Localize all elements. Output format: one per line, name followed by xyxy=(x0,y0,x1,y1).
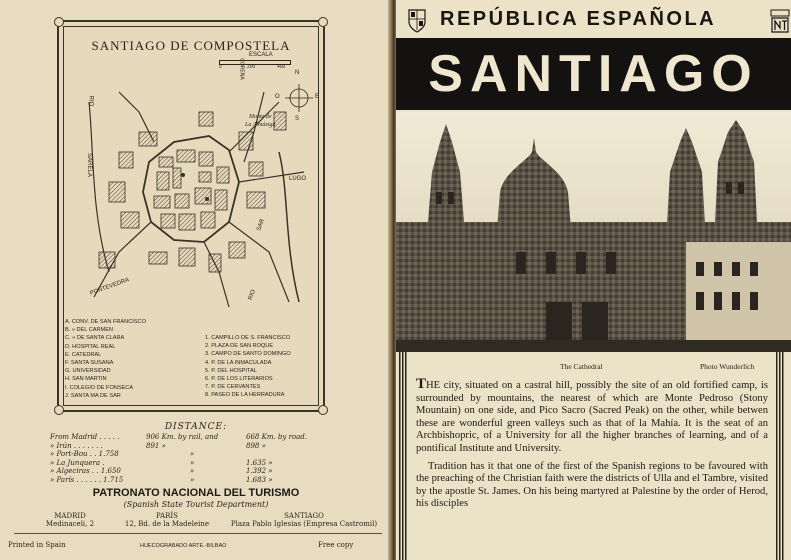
office-city: MADRID xyxy=(54,512,86,520)
legend-item: D. HOSPITAL REAL xyxy=(65,343,116,350)
legend-item: 1. CAMPILLO DE S. FRANCISCO xyxy=(205,335,291,341)
legend-item: J. SANTA MA DE SAR xyxy=(65,392,121,399)
distance-place: » Port-Bou . . 1.758 xyxy=(50,450,119,459)
paragraph-text: Tradition has it that one of the first of the Spanish regions to be favoured with the preaching of the Christian faith were the districts of Ulla and el Tambre, visited by the apostle St. James. On his being martyred at Palestine by the order of Herod, his disciples xyxy=(416,460,768,510)
legend-item: H. SAN MARTIN xyxy=(65,376,107,383)
legend-item: 8. PASEO DE LA HERRADURA xyxy=(205,392,285,399)
distance-row xyxy=(50,442,340,451)
map-label-rio: RIO xyxy=(87,95,94,107)
cathedral-photo xyxy=(396,112,791,352)
patronato-subtitle: (Spanish State Tourist Department) xyxy=(123,500,269,509)
map-label-sarela: SARELA xyxy=(85,153,92,177)
left-page xyxy=(0,0,392,560)
drop-cap: T xyxy=(416,376,427,392)
legend-item: I. COLEGIO DE FONSECA xyxy=(65,384,134,391)
office-santiago xyxy=(224,512,384,528)
office-address: 12, Bd. de la Madeleine xyxy=(124,520,210,528)
map-label-pontevedra: PONTEVEDRA xyxy=(89,277,131,297)
office-address: Medinaceli, 2 xyxy=(45,520,95,528)
distance-place: » Algeciras . . 1.650 xyxy=(50,467,121,476)
compass-w: O xyxy=(275,94,280,100)
distance-row xyxy=(50,467,340,476)
distance-road: 1.683 » xyxy=(246,475,273,484)
distance-place: » París . . . . . . 1.715 xyxy=(50,475,124,484)
distance-rail: 906 Km. by rail, and xyxy=(146,433,219,441)
patronato-name: PATRONATO NACIONAL DEL TURISMO xyxy=(92,487,300,499)
map-label-sar: SAR xyxy=(256,218,267,232)
paragraph xyxy=(416,378,768,456)
map-frame xyxy=(57,20,325,412)
distance-rail: » xyxy=(190,475,195,484)
legend-item: F. SANTA SUSANA xyxy=(65,360,114,367)
legend-item: 3. CAMPO DE SANTO DOMINGO xyxy=(205,351,291,358)
photo-caption: The Cathedral xyxy=(560,362,603,371)
map-label-monte: Monte de xyxy=(249,114,272,120)
distance-row xyxy=(50,450,340,459)
distance-road: 898 » xyxy=(246,441,266,450)
legend-item: B. » DEL CARMEN xyxy=(65,327,113,334)
legend-item: 4. P. DE LA INMACULADA xyxy=(205,359,272,366)
right-border-bars xyxy=(776,352,784,560)
city-street-map xyxy=(79,72,309,312)
distance-row xyxy=(50,459,340,468)
printed-in: Printed in Spain xyxy=(8,541,66,549)
turismo-emblem-icon xyxy=(768,8,791,34)
office-city: PARÍS xyxy=(156,512,178,520)
distance-rail: » xyxy=(190,458,195,467)
legend-item: E. CATEDRAL xyxy=(65,351,102,358)
compass-e: E xyxy=(315,94,320,100)
distance-row xyxy=(50,433,340,442)
legend-item: 7. P. DE CERVANTES xyxy=(205,384,261,391)
map-label-rio-bottom: RIO xyxy=(247,288,257,302)
office-city: SANTIAGO xyxy=(284,512,324,520)
republic-header: REPÚBLICA ESPAÑOLA xyxy=(440,8,717,30)
distance-rail: » xyxy=(190,467,195,476)
photo-credit: Photo Wunderlich xyxy=(700,362,755,371)
legend-right xyxy=(205,334,330,400)
map-label-almaziga: La Almáziga xyxy=(245,122,276,128)
city-title: SANTIAGO xyxy=(428,45,759,103)
legend-item: G. UNIVERSIDAD xyxy=(65,368,111,375)
coat-of-arms-icon xyxy=(405,8,429,34)
compass-s: S xyxy=(295,116,300,122)
footer-rule xyxy=(14,533,382,534)
office-paris xyxy=(112,512,222,528)
scale-tick: 0 xyxy=(219,64,222,70)
office-madrid xyxy=(30,512,110,528)
free-copy: Free copy xyxy=(318,541,354,549)
distance-row xyxy=(50,476,340,485)
distance-table xyxy=(50,433,340,485)
article-body xyxy=(416,378,768,516)
map-title: SANTIAGO DE COMPOSTELA xyxy=(91,38,291,53)
legend-item: 2. PLAZA DE SAN ROQUE xyxy=(205,343,274,350)
map-label-lugo: LUGO xyxy=(289,176,307,182)
scale-label: ESCALA xyxy=(249,52,273,58)
left-border-bars xyxy=(399,352,407,560)
distance-road: 1.635 » xyxy=(246,458,273,467)
distance-place: From Madrid . . . . . xyxy=(50,433,120,441)
compass-rose-icon xyxy=(281,78,320,118)
distance-place: » La Junquera . xyxy=(50,458,105,467)
legend-item: 5. P. DEL HOSPITAL xyxy=(205,367,257,374)
map-label-corena: CORENA xyxy=(238,58,245,80)
paragraph-text: HE city, situated on a castral hill, possibly the site of an old fortified camp, is surrounded by mountains, the nearest of which are Monte Pedroso (Stony Mountain) on one side, and Pico Sacro (Sacred Peak) on the other, while betwen these are wonderful green valleys such as that of la Mahía. It is the seat of an Archbishopric, of a University for all the higher branches of learning, and of a pontifical Institute and University. xyxy=(416,380,768,454)
distance-rail: » xyxy=(190,450,195,459)
distance-place: » Irún . . . . . . . xyxy=(50,441,103,450)
distance-road: 1.392 » xyxy=(246,467,273,476)
distance-road: 668 Km. by road. xyxy=(246,433,308,441)
printer: HUECOGRABADO ARTE.-BILBAO xyxy=(140,543,227,549)
distance-rail: 891 » xyxy=(146,441,166,450)
scale-tick: 400 xyxy=(277,64,286,70)
legend-item: C. » DE SANTA CLARA xyxy=(65,335,125,342)
compass-n: N xyxy=(295,70,300,76)
office-address: Plaza Pablo Iglesias (Empresa Castromil) xyxy=(230,520,378,528)
legend-item: 6. P. DE LOS LITERARIOS xyxy=(205,376,273,383)
distance-title: DISTANCE: xyxy=(164,422,228,432)
scale-tick: 200 xyxy=(247,64,256,70)
legend-left xyxy=(65,318,190,400)
paragraph xyxy=(416,461,768,511)
legend-item: A. CONV. DE SAN FRANCISCO xyxy=(65,319,146,325)
